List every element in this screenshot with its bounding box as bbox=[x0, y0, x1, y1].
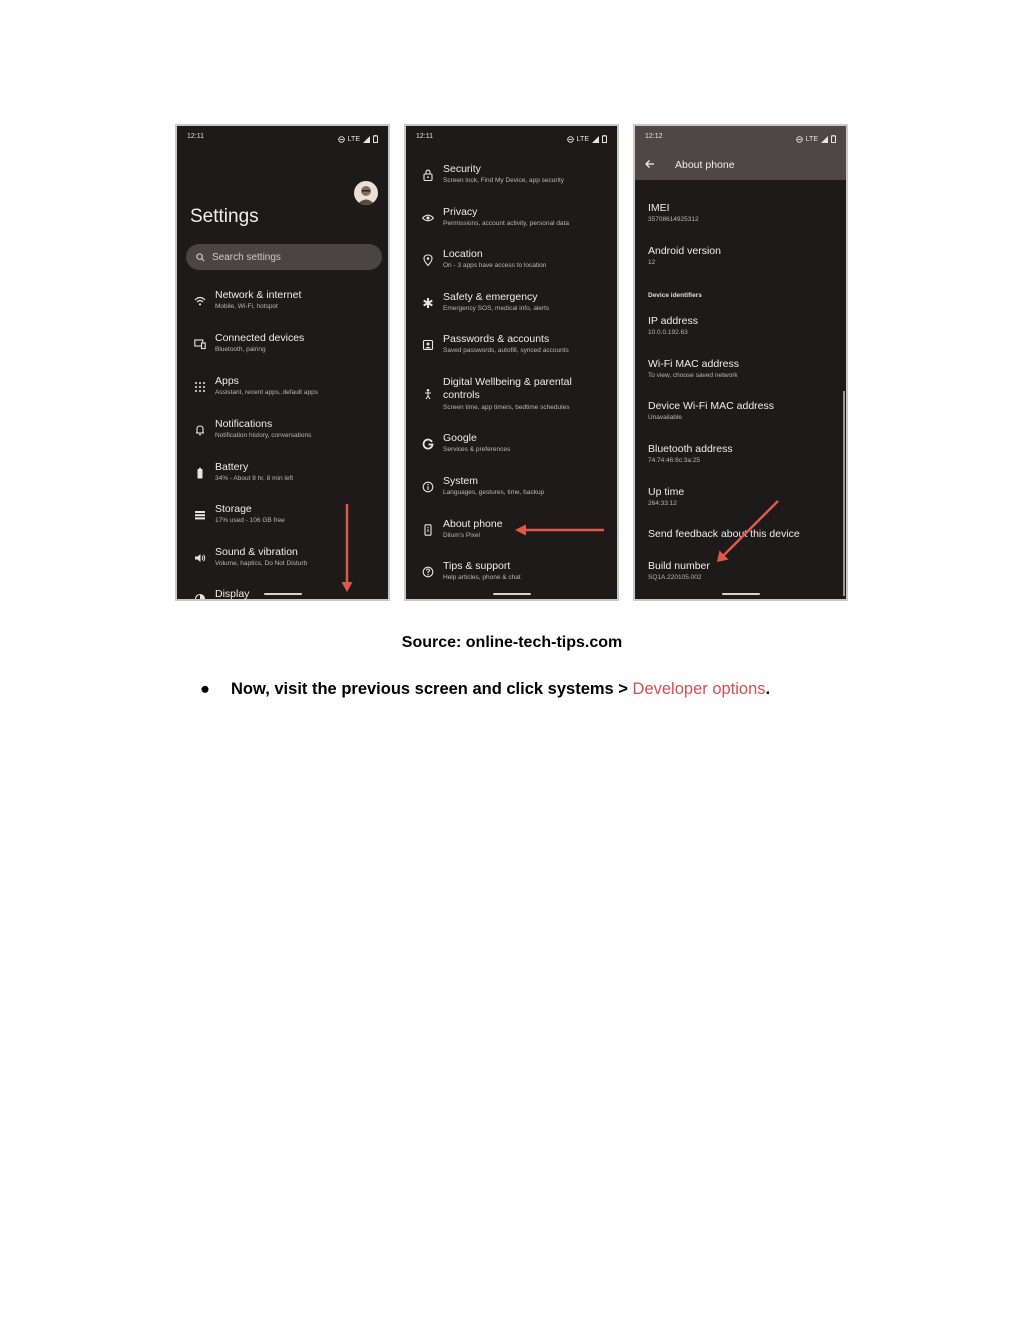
info-title: IP address bbox=[648, 315, 699, 327]
item-title: Location bbox=[443, 248, 483, 260]
item-title: Digital Wellbeing & parental controls bbox=[443, 376, 572, 401]
item-subtitle: Emergency SOS, medical info, alerts bbox=[443, 305, 550, 312]
info-value: 10.0.0.192.63 bbox=[648, 329, 688, 336]
status-time: 12:11 bbox=[416, 133, 433, 140]
item-subtitle: Screen lock, Find My Device, app security bbox=[443, 177, 565, 184]
item-title: Tips & support bbox=[443, 560, 511, 572]
item-subtitle: Dilum's Pixel bbox=[443, 532, 480, 539]
image-caption: Source: online-tech-tips.com bbox=[401, 634, 623, 651]
info-value: Unavailable bbox=[648, 414, 682, 421]
info-title: Android version bbox=[648, 245, 721, 257]
item-title: Google bbox=[443, 432, 477, 444]
item-subtitle: Mobile, Wi-Fi, hotspot bbox=[215, 303, 278, 310]
info-value: To view, choose saved network bbox=[648, 372, 738, 379]
search-placeholder: Search settings bbox=[212, 251, 281, 263]
item-title: System bbox=[443, 475, 479, 487]
network-type: LTE bbox=[347, 135, 360, 143]
info-title: Send feedback about this device bbox=[648, 528, 800, 540]
item-subtitle: On - 3 apps have access to location bbox=[443, 262, 547, 269]
item-title: Apps bbox=[215, 375, 239, 387]
item-subtitle: Permissions, account activity, personal data bbox=[443, 220, 569, 227]
item-title: Security bbox=[443, 163, 481, 175]
item-title: Privacy bbox=[443, 206, 478, 218]
item-subtitle: Notification history, conversations bbox=[215, 432, 312, 439]
gesture-navigation-bar[interactable] bbox=[722, 593, 760, 595]
about-phone-screenshot bbox=[633, 124, 848, 601]
item-subtitle: 17% used - 106 GB free bbox=[215, 517, 285, 524]
settings-screenshot bbox=[175, 124, 390, 601]
instruction-text: Now, visit the previous screen and click systems > bbox=[231, 680, 628, 698]
bullet-marker: ● bbox=[200, 680, 210, 698]
info-value: SQ1A.220105.002 bbox=[648, 574, 702, 581]
item-title: Safety & emergency bbox=[443, 291, 538, 303]
info-title: IMEI bbox=[648, 202, 670, 214]
info-title: Build number bbox=[648, 560, 710, 572]
build-number-pointer-arrow bbox=[635, 126, 848, 601]
scroll-down-arrow bbox=[177, 126, 390, 601]
item-subtitle: Saved passwords, autofill, synced accounts bbox=[443, 347, 569, 354]
item-subtitle: Help articles, phone & chat bbox=[443, 574, 521, 581]
network-type: LTE bbox=[805, 135, 818, 143]
network-type: LTE bbox=[576, 135, 589, 143]
item-title: Network & internet bbox=[215, 289, 302, 301]
settings-list-screenshot bbox=[404, 124, 619, 601]
info-title: Wi-Fi MAC address bbox=[648, 358, 740, 370]
page-title: About phone bbox=[675, 159, 735, 171]
item-subtitle: Services & preferences bbox=[443, 446, 511, 453]
instruction-bullet bbox=[200, 680, 770, 699]
info-title: Up time bbox=[648, 486, 685, 498]
item-title: Sound & vibration bbox=[215, 546, 298, 558]
item-subtitle: Volume, haptics, Do Not Disturb bbox=[215, 560, 308, 567]
item-subtitle: Assistant, recent apps, default apps bbox=[215, 389, 318, 396]
info-value: 264:33:12 bbox=[648, 500, 677, 507]
item-title: Notifications bbox=[215, 418, 273, 430]
developer-options-link[interactable]: Developer options bbox=[632, 680, 766, 698]
item-title: Battery bbox=[215, 461, 249, 473]
item-title: Connected devices bbox=[215, 332, 305, 344]
info-value: 35708614925312 bbox=[648, 216, 699, 223]
info-title: Device Wi-Fi MAC address bbox=[648, 400, 775, 412]
item-subtitle: Screen time, app timers, bedtime schedules bbox=[443, 404, 570, 411]
section-header-device-identifiers: Device identifiers bbox=[648, 292, 702, 299]
info-title: Bluetooth address bbox=[648, 443, 733, 455]
status-time: 12:12 bbox=[645, 133, 663, 140]
item-title: Storage bbox=[215, 503, 252, 515]
instruction-suffix: . bbox=[765, 680, 771, 698]
item-subtitle: Bluetooth, pairing bbox=[215, 346, 266, 353]
item-title: Passwords & accounts bbox=[443, 333, 550, 345]
about-phone-pointer-arrow bbox=[406, 126, 619, 601]
item-title: Display bbox=[215, 588, 250, 600]
info-value: 12 bbox=[648, 259, 656, 266]
page-title: Settings bbox=[190, 206, 259, 227]
item-title: About phone bbox=[443, 518, 503, 530]
gesture-navigation-bar[interactable] bbox=[493, 593, 531, 595]
gesture-navigation-bar[interactable] bbox=[264, 593, 302, 595]
item-subtitle: Languages, gestures, time, backup bbox=[443, 489, 545, 496]
info-value: 74:74:46:8c:3a:25 bbox=[648, 457, 701, 464]
status-time: 12:11 bbox=[187, 133, 204, 140]
item-subtitle: 34% - About 8 hr, 8 min left bbox=[215, 475, 294, 482]
